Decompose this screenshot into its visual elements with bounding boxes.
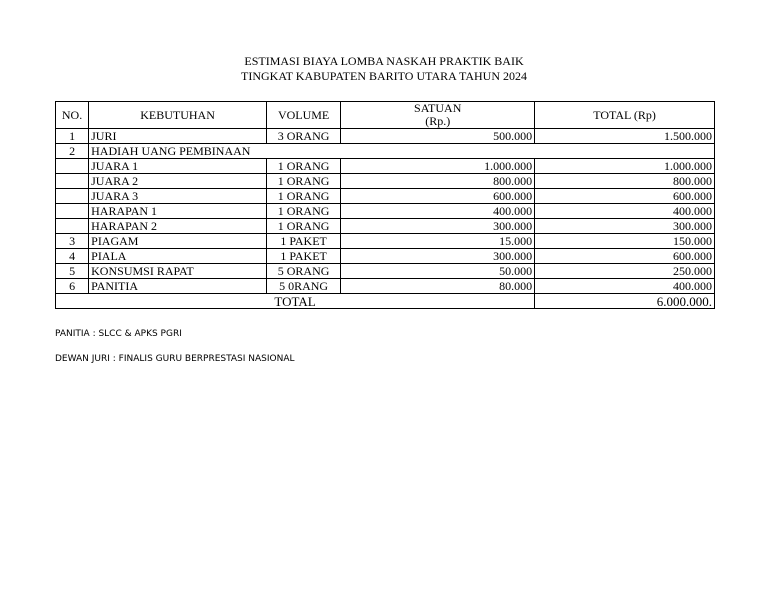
cell-no [56,159,89,174]
header-volume: VOLUME [266,102,340,129]
cell-no: 1 [56,129,89,144]
header-kebutuhan: KEBUTUHAN [89,102,267,129]
total-row [56,294,715,309]
cell-total [535,144,715,159]
cell-total: 400.000 [535,204,715,219]
cell-total: 250.000 [535,264,715,279]
cell-total: 1.500.000 [535,129,715,144]
cell-satuan: 1.000.000 [341,159,535,174]
table-row [56,264,715,279]
cell-satuan: 400.000 [341,204,535,219]
cell-total: 600.000 [535,189,715,204]
table-row [56,189,715,204]
title-line-2: TINGKAT KABUPATEN BARITO UTARA TAHUN 2024 [241,69,527,83]
cell-volume: 1 ORANG [266,189,340,204]
table-row [56,129,715,144]
cell-volume: 3 ORANG [266,129,340,144]
title-line-1: ESTIMASI BIAYA LOMBA NASKAH PRAKTIK BAIK [244,54,524,68]
total-label: TOTAL [56,294,535,309]
cell-total: 400.000 [535,279,715,294]
cell-kebutuhan: PANITIA [89,279,267,294]
cell-satuan: 500.000 [341,129,535,144]
cell-kebutuhan: PIAGAM [89,234,267,249]
cell-volume: 1 ORANG [266,159,340,174]
cell-volume [266,144,340,159]
total-value: 6.000.000. [535,294,715,309]
cell-kebutuhan: HARAPAN 2 [89,219,267,234]
cell-kebutuhan: HARAPAN 1 [89,204,267,219]
cell-kebutuhan: JUARA 1 [89,159,267,174]
table-row [56,234,715,249]
note-dewan-juri: DEWAN JURI : FINALIS GURU BERPRESTASI NASIONAL [55,354,295,364]
cell-kebutuhan: PIALA [89,249,267,264]
cell-volume: 1 PAKET [266,249,340,264]
cell-kebutuhan: HADIAH UANG PEMBINAAN [89,144,267,159]
table-row [56,249,715,264]
cell-volume: 1 PAKET [266,234,340,249]
document-title [0,54,768,84]
cell-no [56,189,89,204]
cell-no: 3 [56,234,89,249]
cell-total: 800.000 [535,174,715,189]
cell-volume: 1 ORANG [266,219,340,234]
cell-volume: 1 ORANG [266,174,340,189]
header-satuan-line2: (Rp.) [425,114,451,128]
header-no: NO. [56,102,89,129]
cell-no: 6 [56,279,89,294]
table-row [56,159,715,174]
budget-table [55,101,715,309]
table-header-row [56,102,715,129]
cell-total: 1.000.000 [535,159,715,174]
cell-satuan: 300.000 [341,219,535,234]
cell-no [56,174,89,189]
cell-no: 4 [56,249,89,264]
note-panitia: PANITIA : SLCC & APKS PGRI [55,329,182,339]
cell-no: 2 [56,144,89,159]
table-row [56,204,715,219]
cell-satuan [341,144,535,159]
table-row [56,279,715,294]
cell-volume: 5 0RANG [266,279,340,294]
cell-total: 600.000 [535,249,715,264]
table-row [56,174,715,189]
header-satuan [341,102,535,129]
header-satuan-line1: SATUAN [414,101,462,115]
header-total: TOTAL (Rp) [535,102,715,129]
cell-satuan: 300.000 [341,249,535,264]
table-row [56,144,715,159]
cell-kebutuhan: JURI [89,129,267,144]
cell-satuan: 600.000 [341,189,535,204]
cell-kebutuhan: JUARA 3 [89,189,267,204]
cell-kebutuhan: KONSUMSI RAPAT [89,264,267,279]
cell-no [56,219,89,234]
cell-no: 5 [56,264,89,279]
cell-total: 300.000 [535,219,715,234]
cell-volume: 1 ORANG [266,204,340,219]
table-row [56,219,715,234]
cell-total: 150.000 [535,234,715,249]
cell-satuan: 800.000 [341,174,535,189]
cell-satuan: 15.000 [341,234,535,249]
cell-satuan: 50.000 [341,264,535,279]
cell-volume: 5 ORANG [266,264,340,279]
cell-kebutuhan: JUARA 2 [89,174,267,189]
cell-no [56,204,89,219]
cell-satuan: 80.000 [341,279,535,294]
